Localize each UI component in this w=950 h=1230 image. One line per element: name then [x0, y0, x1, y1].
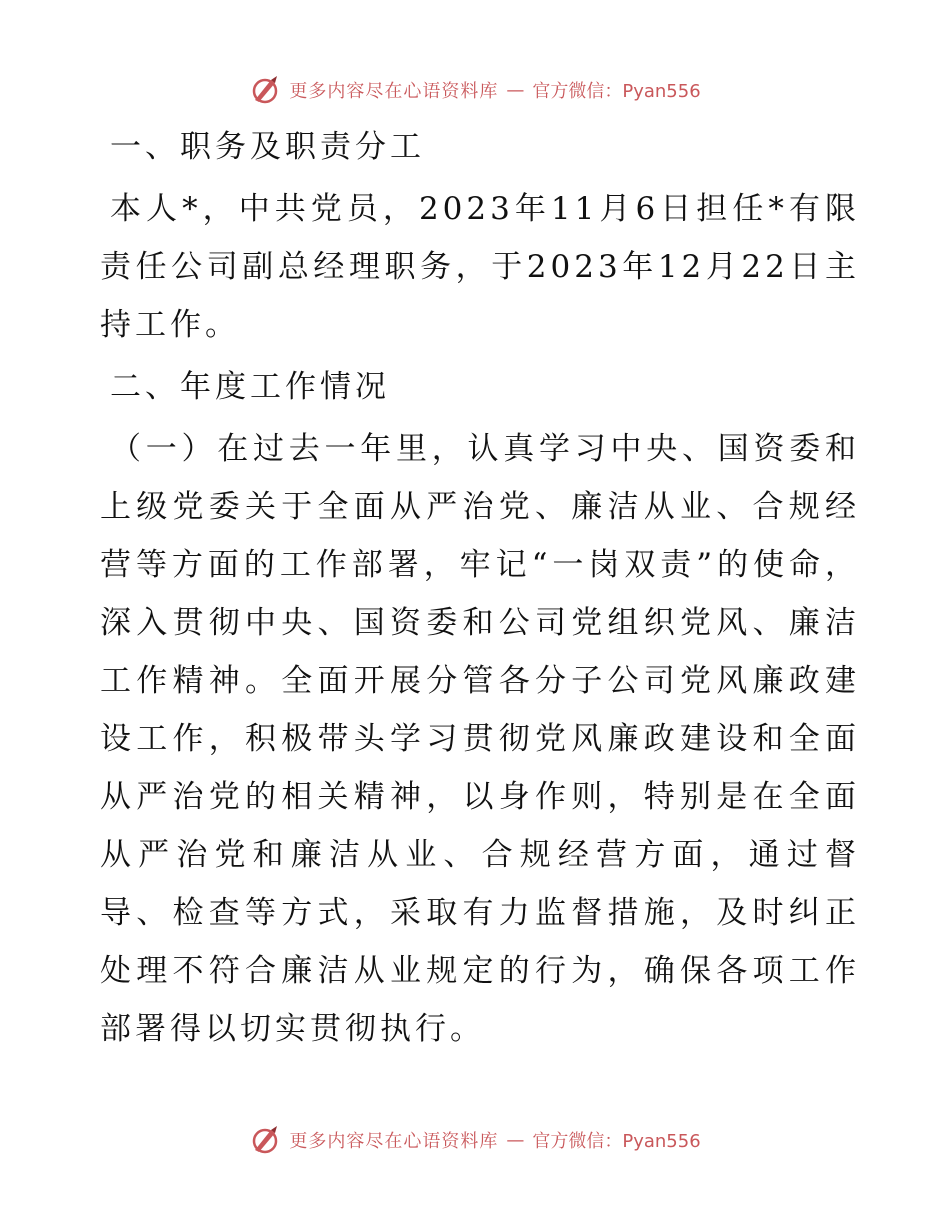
watermark-separator: —: [506, 1129, 525, 1151]
header-watermark: [0, 70, 950, 110]
section1-heading: 一、职务及职责分工: [110, 129, 425, 165]
watermark-text: 更多内容尽在心语资料库: [289, 81, 499, 102]
section1-paragraph: 本人*，中共党员，2023年11月6日担任*有限责任公司副总经理职务，于2023年12月22日主持工作。: [100, 191, 860, 343]
watermark-separator: —: [506, 79, 525, 101]
watermark-text: 更多内容尽在心语资料库: [289, 1131, 499, 1152]
watermark-wechat: 官方微信：Pyan556: [532, 81, 701, 102]
document-body: [100, 118, 860, 1062]
section2-paragraph: （一）在过去一年里，认真学习中央、国资委和上级党委关于全面从严治党、廉洁从业、合规经营等方面的工作部署，牢记“一岗双责”的使命，深入贯彻中央、国资委和公司党组织党风、廉洁工作精神。全面开展分管各分子公司党风廉政建设工作，积极带头学习贯彻党风廉政建设和全面从严治党的相关精神，以身作则，特别是在全面从严治党和廉洁从业、合规经营方面，通过督导、检查等方式，采取有力监督措施，及时纠正处理不符合廉洁从业规定的行为，确保各项工作部署得以切实贯彻执行。: [100, 431, 860, 1047]
quill-pen-icon: [249, 74, 281, 106]
quill-pen-icon: [249, 1124, 281, 1156]
footer-watermark: [0, 1120, 950, 1160]
watermark-wechat: 官方微信：Pyan556: [532, 1131, 701, 1152]
section2-heading: 二、年度工作情况: [110, 369, 390, 405]
